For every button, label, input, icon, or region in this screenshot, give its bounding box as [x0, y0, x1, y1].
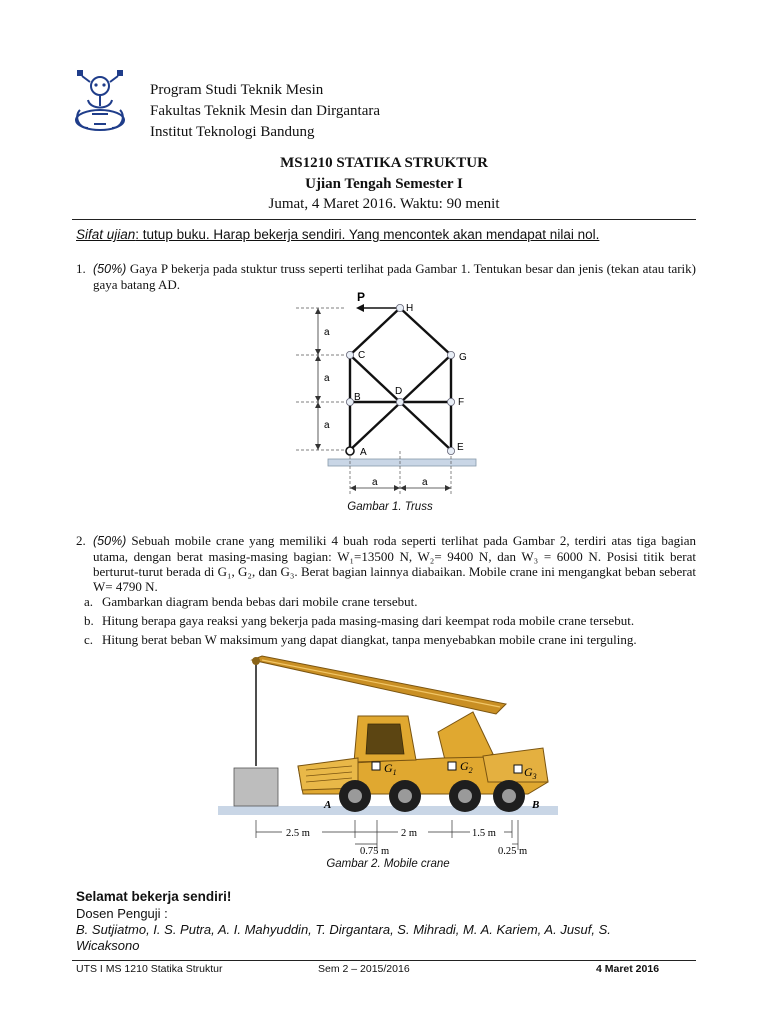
q2-item-a-label: a.: [84, 594, 94, 609]
point-b-label: B: [532, 799, 540, 811]
dim-a-1: a: [324, 327, 330, 338]
course-title: MS1210 STATIKA STRUKTUR: [280, 155, 488, 171]
q1-number: 1.: [76, 261, 86, 276]
crane-boom: [252, 656, 506, 714]
dim-a-2: a: [324, 373, 330, 384]
node-e: E: [457, 442, 464, 453]
member-ch: [350, 308, 400, 355]
dim-1-5m: 1.5 m: [472, 828, 496, 839]
node-f: F: [458, 397, 465, 408]
g2-label: $G_2$: [460, 759, 473, 775]
rules-text: : tutup buku. Harap bekerja sendiri. Yang mencontek akan mendapat nilai nol.: [135, 227, 600, 242]
header-faculty: Fakultas Teknik Mesin dan Dirgantara: [150, 103, 381, 119]
crane-figure: [218, 654, 558, 859]
q2-item-a-text: Gambarkan diagram benda bebas dari mobile crane tersebut.: [102, 594, 418, 609]
q2-text: [93, 533, 696, 594]
dim-0-25m: 0.25 m: [498, 846, 528, 857]
q2-body: Sebuah mobile crane yang memiliki 4 buah roda seperti terlihat pada Gambar 2, terdiri atas tiga bagian utama, dengan berat masing-masing bagian: W₁=13500 N, W₂= 9400 N, dan W₃ = 6000 N. Posisi titik berat berturut-turut berada di G₁, G₂, dan G₃. Berat bagian lainnya diabaikan. Mobile crane ini mengangkat beban seberat W= 4790 N.: [93, 533, 696, 594]
q2-item-c-text: Hitung berat beban W maksimum yang dapat diangkat, tanpa menyebabkan mobile crane ini terguling.: [102, 632, 637, 647]
closing-greeting: Selamat bekerja sendiri!: [76, 889, 232, 904]
q1-body: Gaya P bekerja pada stuktur truss seperti terlihat pada Gambar 1. Tentukan besar dan jenis (tekan atau tarik) gaya batang AD.: [93, 261, 696, 292]
title-rule: [72, 219, 696, 220]
node-a: A: [360, 447, 367, 458]
examiners-label: Dosen Penguji :: [76, 906, 168, 921]
dim-a-3: a: [324, 420, 330, 431]
rules-label: Sifat ujian: [76, 227, 136, 242]
q2-number: 2.: [76, 533, 86, 548]
footer-rule: [72, 960, 696, 961]
dim-2m: 2 m: [401, 828, 418, 839]
footer-course: UTS I MS 1210 Statika Struktur: [76, 963, 223, 975]
node-g: G: [459, 352, 467, 363]
dim-0-75m: 0.75 m: [360, 846, 390, 857]
node-h: H: [406, 303, 414, 314]
header-program: Program Studi Teknik Mesin: [150, 82, 324, 98]
point-a-label: A: [324, 799, 332, 811]
force-p-label: P: [357, 290, 366, 304]
member-hg: [400, 308, 451, 355]
q2-item-b-text: Hitung berapa gaya reaksi yang bekerja pada masing-masing dari keempat roda mobile crane tersebut.: [102, 613, 635, 628]
q2-item-b-label: b.: [84, 613, 94, 628]
footer-semester: Sem 2 – 2015/2016: [318, 963, 410, 975]
q1-weight: (50%): [93, 262, 127, 276]
node-c: C: [358, 350, 366, 361]
footer-date: 4 Maret 2016: [596, 963, 660, 975]
exam-date: Jumat, 4 Maret 2016. Waktu: 90 menit: [268, 196, 500, 212]
dim-2-5m: 2.5 m: [286, 828, 310, 839]
examiners-list: B. Sutjiatmo, I. S. Putra, A. I. Mahyuddin, T. Dirgantara, S. Mihradi, M. A. Kariem, A. Jusuf, S. Wicaksono: [76, 922, 611, 953]
crane-load: [234, 768, 278, 806]
crane-caption: Gambar 2. Mobile crane: [326, 858, 450, 870]
truss-caption: Gambar 1. Truss: [347, 501, 433, 513]
node-d: D: [395, 386, 403, 397]
dim-a-5: a: [422, 477, 428, 488]
g1-label: $G_1$: [384, 761, 397, 777]
dim-a-4: a: [372, 477, 378, 488]
q2-item-c-label: c.: [84, 632, 94, 647]
q2-weight: (50%): [93, 534, 127, 548]
exam-rules: [76, 227, 599, 242]
itb-logo: [70, 66, 130, 138]
exam-type: Ujian Tengah Semester I: [305, 176, 463, 192]
g3-label: $G_3$: [524, 765, 537, 781]
node-b: B: [354, 392, 361, 403]
header-institute: Institut Teknologi Bandung: [150, 124, 315, 140]
truss-figure: [290, 288, 490, 500]
